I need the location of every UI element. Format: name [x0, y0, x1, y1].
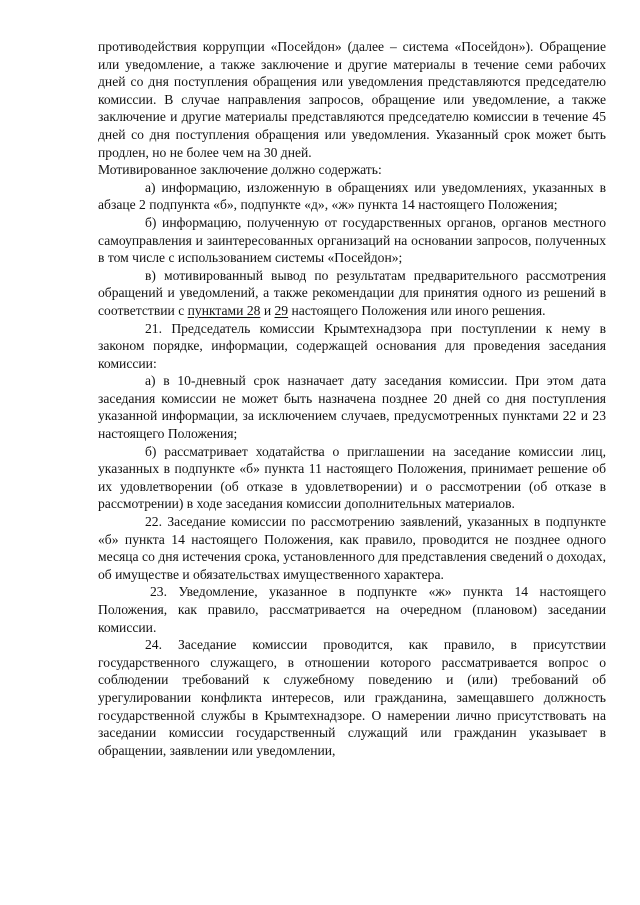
- reference-link[interactable]: пунктами 28: [187, 302, 261, 318]
- paragraph: 21. Председатель комиссии Крымтехнадзора при поступлении к нему в законом порядке, информации, содержащей основания для проведения заседания комиссии:: [98, 320, 606, 371]
- paragraph: Мотивированное заключение должно содержать:: [98, 162, 382, 178]
- paragraph-text: настоящего Положения или иного решения.: [288, 302, 546, 318]
- paragraph: а) в 10-дневный срок назначает дату заседания комиссии. При этом дата заседания комиссии не может быть назначена позднее 20 дней со дня поступления указанной информации, за исключением случаев, предусмотренных пунктами 22 и 23 настоящего Положения;: [98, 373, 606, 442]
- paragraph: 22. Заседание комиссии по рассмотрению заявлений, указанных в подпункте «б» пункта 14 настоящего Положения, как правило, проводится не позднее одного месяца со дня истечения срока, установленного для представления сведений о доходах, об имуществе и обязательствах имущественного характера.: [98, 514, 606, 582]
- document-body: [98, 38, 606, 759]
- paragraph: б) рассматривает ходатайства о приглашении на заседание комиссии лиц, указанных в подпункте «б» пункта 11 настоящего Положения, принимает решение об их удовлетворении (об отказе в удовлетворении) и о рассмотрении (об отказе в рассмотрении) в ходе заседания комиссии дополнительных материалов.: [98, 443, 606, 512]
- paragraph: б) информацию, полученную от государственных органов, органов местного самоуправления и заинтересованных организаций на основании запросов, полученных в том числе с использованием системы «Посейдон»;: [98, 214, 606, 266]
- paragraph: 24. Заседание комиссии проводится, как правило, в присутствии государственного служащего, в отношении которого рассматривается вопрос о соблюдении требований к служебному поведению и (или) требований об урегулировании конфликта интересов, или гражданина, замещавшего должность государственной службы в Крымтехнадзоре. О намерении лично присутствовать на заседании комиссии государственный служащий или гражданин указывает в обращении, заявлении или уведомлении,: [98, 637, 606, 758]
- paragraph: а) информацию, изложенную в обращениях или уведомлениях, указанных в абзаце 2 подпункта «б», подпункте «д», «ж» пункта 14 настоящего Положения;: [98, 179, 606, 213]
- paragraph: противодействия коррупции «Посейдон» (далее – система «Посейдон»). Обращение или уведомление, а также заключение и другие материалы в течение семи рабочих дней со дня поступления обращения или уведомления представляются председателю комиссии. В случае направления запросов, обращение или уведомление, а также заключение и другие материалы представляются председателю комиссии в течение 45 дней со дня поступления обращения или уведомления. Указанный срок может быть продлен, но не более чем на 30 дней.: [98, 39, 606, 160]
- reference-link[interactable]: 29: [274, 302, 289, 318]
- paragraph: [98, 267, 606, 320]
- paragraph-text: и: [260, 302, 275, 318]
- paragraph-text: в) мотивированный вывод по результатам предварительного рассмотрения обращений и уведомлений, а также рекомендации для принятия одного из решений в соответствии с: [98, 267, 606, 318]
- paragraph: 23. Уведомление, указанное в подпункте «ж» пункта 14 настоящего Положения, как правило, рассматривается на очередном (плановом) заседании комиссии.: [98, 584, 606, 635]
